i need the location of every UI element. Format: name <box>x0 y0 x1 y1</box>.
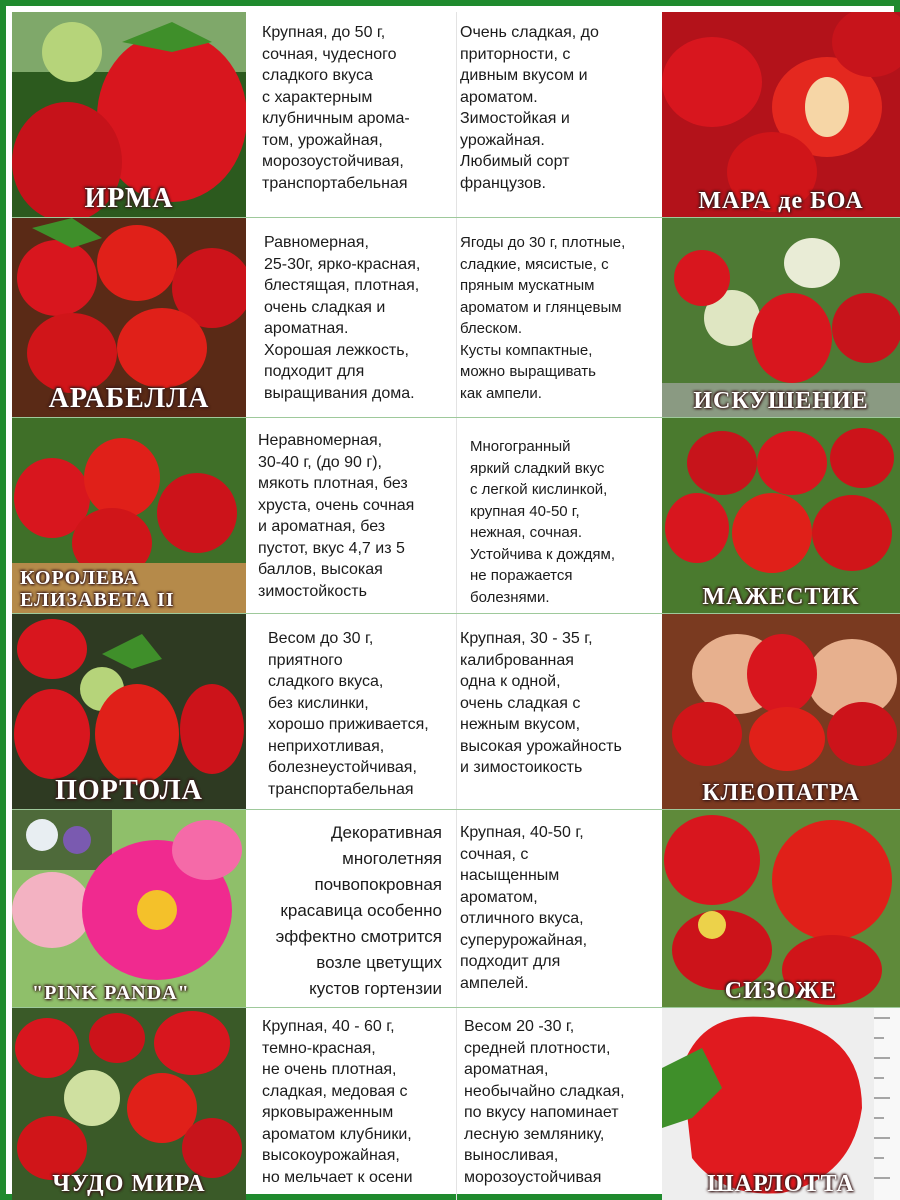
strawberry-photo-icon <box>662 12 900 217</box>
variety-description: Ягоды до 30 г, плотные, сладкие, мясистые, с пряным мускатным ароматом и глянцевым блеском. Кусты компактные, можно выращивать как ампели. <box>460 234 626 402</box>
variety-photo <box>12 1008 246 1200</box>
variety-name-label: ПОРТОЛА <box>55 775 203 806</box>
variety-photo <box>662 810 900 1007</box>
variety-row <box>12 218 900 418</box>
variety-photo <box>662 614 900 809</box>
variety-photo <box>12 810 246 1007</box>
variety-row <box>12 810 900 1008</box>
variety-grid <box>12 12 900 1200</box>
variety-photo <box>662 218 900 417</box>
variety-name-label: ШАРЛОТТА <box>707 1171 855 1197</box>
variety-row <box>12 418 900 614</box>
variety-name-label: ИРМА <box>84 183 174 214</box>
variety-photo <box>662 1008 900 1200</box>
variety-photo <box>12 418 246 613</box>
variety-description: Крупная, 40 - 60 г, темно-красная, не очень плотная, сладкая, медовая с ярковыраженным ароматом клубники, высокоурожайная, но мельчает к осени <box>262 1018 413 1186</box>
variety-description: Крупная, до 50 г, сочная, чудесного сладкого вкуса с характерным клубничным арома- том, урожайная, морозоустойчивая, транспортабельная <box>262 24 410 192</box>
variety-photo <box>662 418 900 613</box>
variety-photo <box>12 614 246 809</box>
variety-description: Крупная, 40-50 г, сочная, с насыщенным ароматом, отличного вкуса, суперурожайная, подходит для ампелей. <box>460 824 588 992</box>
variety-description: Декоративная многолетняя почвопокровная красавица особенно эффектно смотрится возле цветущих кустов гортензии <box>275 823 442 998</box>
variety-name-label: МАРА де БОА <box>698 188 864 214</box>
variety-photo <box>12 218 246 417</box>
variety-description: Весом до 30 г, приятного сладкого вкуса, без кислинки, хорошо приживается, неприхотливая, болезнеустойчивая, транспортабельная <box>268 630 429 798</box>
variety-description: Равномерная, 25-30г, ярко-красная, блестящая, плотная, очень сладкая и ароматная. Хорошая лежкость, подходит для выращивания дома. <box>264 234 421 402</box>
variety-name-label: КОРОЛЕВА ЕЛИЗАВЕТА II <box>20 567 175 611</box>
variety-name-label: СИЗОЖЕ <box>724 978 838 1004</box>
variety-name-label: КЛЕОПАТРА <box>702 780 860 806</box>
variety-description: Очень сладкая, до приторности, с дивным вкусом и ароматом. Зимостойкая и урожайная. Любимый сорт французов. <box>460 24 599 192</box>
variety-row <box>12 12 900 218</box>
variety-description: Неравномерная, 30-40 г, (до 90 г), мякоть плотная, без хруста, очень сочная и ароматная, без пустот, вкус 4,7 из 5 баллов, высокая зимостойкость <box>258 432 415 600</box>
variety-row <box>12 614 900 810</box>
variety-photo <box>12 12 246 217</box>
variety-row <box>12 1008 900 1200</box>
variety-description: Весом 20 -30 г, средней плотности, ароматная, необычайно сладкая, по вкусу напоминает лесную землянику, выносливая, морозоустойчивая <box>464 1018 625 1186</box>
variety-name-label: ЧУДО МИРА <box>52 1171 206 1197</box>
variety-photo <box>662 12 900 217</box>
variety-description: Многогранный яркий сладкий вкус с легкой кислинкой, крупная 40-50 г, нежная, сочная. Устойчива к дождям, не поражается болезнями. <box>470 438 615 606</box>
variety-name-label: ИСКУШЕНИЕ <box>693 388 869 414</box>
variety-name-label: "PINK PANDA" <box>32 982 190 1004</box>
flower-photo-icon <box>12 810 246 1007</box>
variety-description: Крупная, 30 - 35 г, калиброванная одна к одной, очень сладкая с нежным вкусом, высокая урожайность и зимостоикость <box>460 630 622 776</box>
variety-name-label: МАЖЕСТИК <box>702 584 860 610</box>
variety-name-label: АРАБЕЛЛА <box>48 383 210 414</box>
